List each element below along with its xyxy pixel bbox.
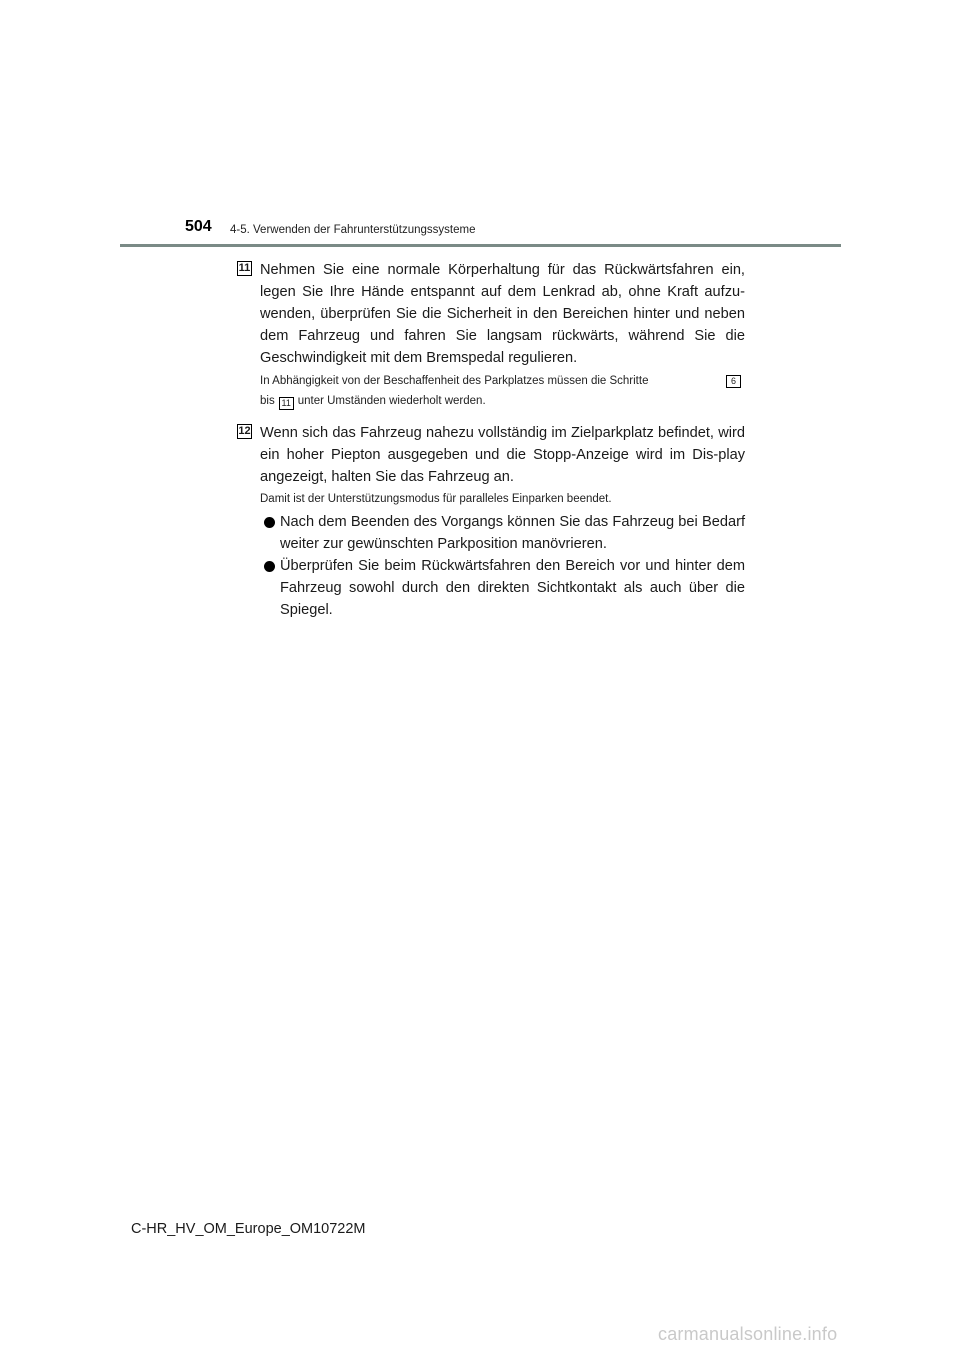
step-11-note — [260, 371, 745, 411]
step-11-note-line-1 — [260, 371, 745, 391]
bullet-text-2: Überprüfen Sie beim Rückwärtsfahren den Bereich vor und hinter dem Fahrzeug sowohl durch den direkten Sichtkontakt als auch über die Spiegel. — [280, 558, 745, 618]
bullet-icon — [264, 561, 275, 572]
step-12-text: Wenn sich das Fahrzeug nahezu vollständig im Zielparkplatz befindet, wird ein hoher Piepton ausgegeben und die Stopp-Anzeige wird im Dis-play angezeigt, halten Sie das Fahrzeug an. — [260, 425, 745, 485]
section-title: 4-5. Verwenden der Fahrunterstützungssysteme — [230, 224, 476, 236]
bullet-text-1: Nach dem Beenden des Vorgangs können Sie das Fahrzeug bei Bedarf weiter zur gewünschten Parkposition manövrieren. — [280, 514, 745, 552]
bullet-icon — [264, 517, 275, 528]
step-6-ref-badge: 6 — [726, 375, 741, 388]
step-11-note-part2: bis — [260, 395, 275, 407]
watermark: carmanualsonline.info — [658, 1324, 838, 1344]
step-11-ref-badge: 11 — [279, 397, 294, 410]
bullet-item-2 — [260, 555, 745, 621]
step-11-note-part3: unter Umständen wiederholt werden. — [297, 395, 486, 407]
step-12-badge: 12 — [238, 425, 251, 437]
header-divider — [120, 244, 841, 247]
step-11-text: Nehmen Sie eine normale Körperhaltung für das Rückwärtsfahren ein, legen Sie Ihre Hände entspannt auf dem Lenkrad ab, ohne Kraft aufzu-wenden, überprüfen Sie die Sicherheit in den Bereichen hinter und neben dem Fahrzeug und fahren Sie langsam rückwärts, während Sie die Geschwindigkeit mit dem Bremspedal regulieren. — [260, 262, 745, 366]
step-11-badge: 11 — [238, 262, 251, 274]
footer-doc-id: C-HR_HV_OM_Europe_OM10722M — [131, 1221, 366, 1237]
step-12-note: Damit ist der Unterstützungsmodus für paralleles Einparken beendet. — [260, 493, 612, 505]
page-number: 504 — [185, 218, 212, 235]
step-11-note-part1: In Abhängigkeit von der Beschaffenheit des Parkplatzes müssen die Schritte — [260, 375, 649, 387]
bullet-item-1 — [260, 511, 745, 555]
step-11-note-line-2 — [260, 391, 745, 411]
